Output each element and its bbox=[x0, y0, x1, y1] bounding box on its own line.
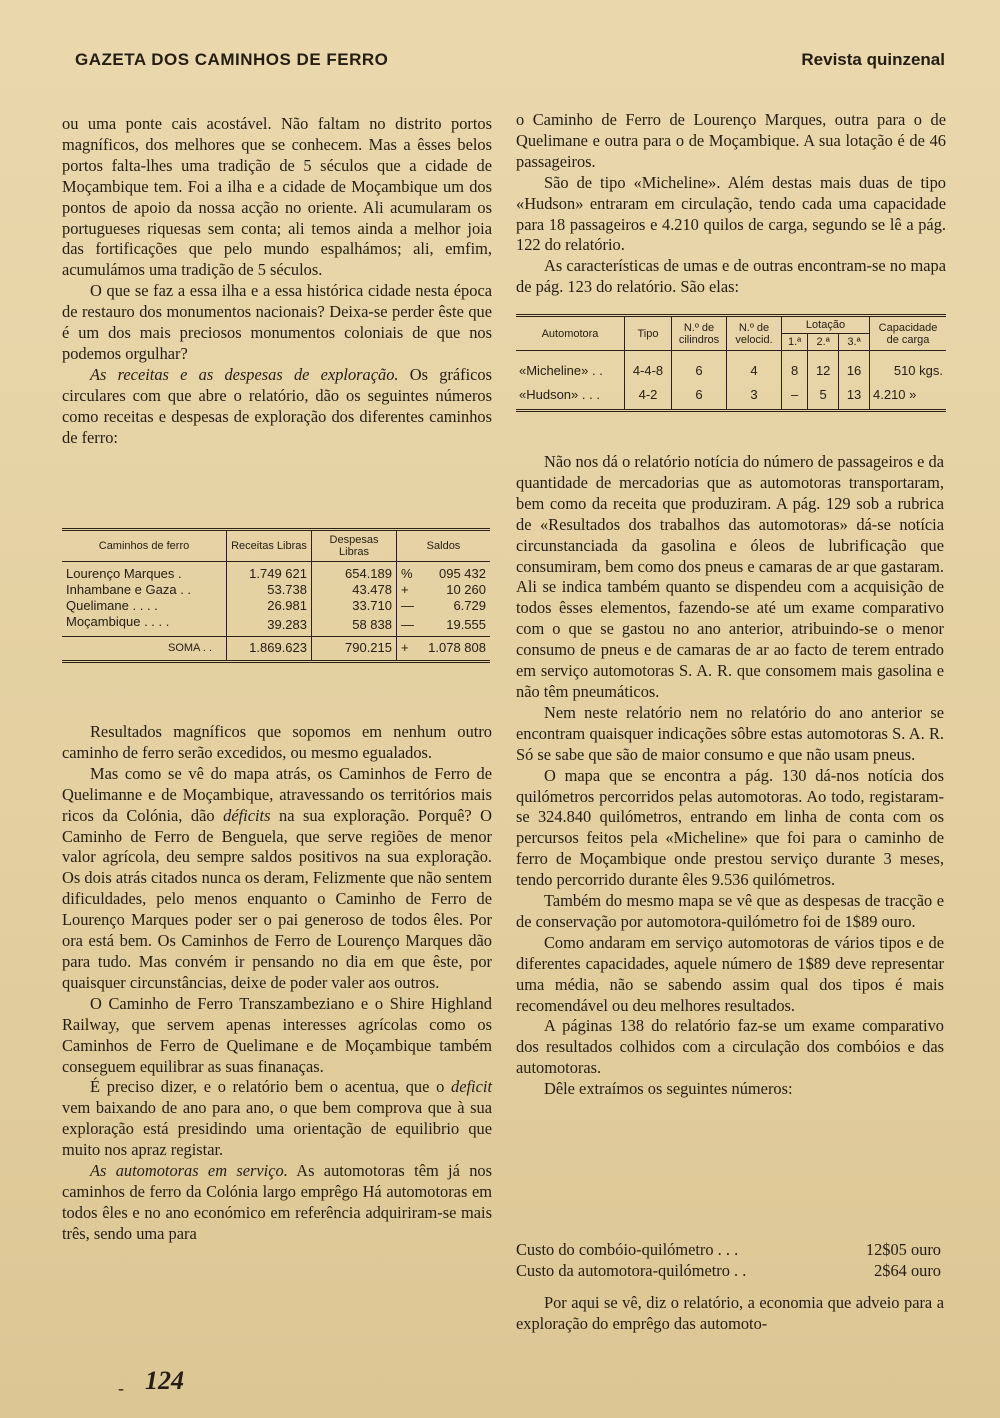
cell-railway: Lourenço Marques bbox=[66, 565, 175, 581]
table-row bbox=[62, 582, 490, 598]
cell-receitas: 1.749 621 bbox=[227, 566, 312, 582]
paragraph-text: É preciso dizer, e o relatório bem o acentua, que o bbox=[90, 1077, 452, 1097]
left-column-upper bbox=[62, 114, 492, 449]
cell-saldo-total: 1.078 808 bbox=[423, 636, 490, 661]
table-header: Capacidade de carga bbox=[870, 316, 947, 351]
paragraph: O que se faz a essa ilha e a essa histórica cidade nesta época de restauro dos monumentos nacionais? Deixa-se perder êste que é um dos mais preciosos monumentos coloniais de que nos podemos orgulhar? bbox=[62, 281, 492, 363]
cost-label: Custo do combóio-quilómetro . . . bbox=[516, 1240, 739, 1259]
paragraph: Não nos dá o relatório notícia do número de passageiros e da quantidade de mercadorias que as automotoras transportaram, bem como da receita que produziram. A pág. 129 sob a rubrica de «Resultados dos trabalhos das automotoras» dá-se notícia circunstanciada da gasolina e óleos de lubrificação que consumiram, bem como dos pneus e camaras de ar que gastaram. Ali se indica também quanto se dispendeu com a acquisição de todos êsses elementos, fazendo-se até um exame comparativo com o que se gastou no ano anterior, atribuindo-se o menor consumo de pneus e de camaras de ar ao facto de terem entrado em serviço automotoras S. A. R. que consomem mais gasolina e não têm pneumáticos. bbox=[516, 452, 944, 701]
table-total-row bbox=[62, 636, 490, 661]
cell-cilindros: 6 bbox=[672, 351, 727, 384]
paragraph: ou uma ponte cais acostável. Não faltam no distrito portos magníficos, dos melhores que se conhecem. Mas a êsses belos portos falta-lhes uma tradição de 5 séculos que a cidade de Moçambique tem. Foi a ilha e a cidade de Moçambique um dos pontos de apoio da nossa acção no oriente. Ali acumularam os portugueses riquesas sem conta; ali temos ainda a melhor joia das fortificações que pelo mundo espalhámos; ali, emfim, acumulámos uma tradição de 5 séculos. bbox=[62, 114, 492, 280]
cost-line-railcar bbox=[516, 1261, 941, 1281]
right-column-upper bbox=[516, 110, 946, 298]
cell-velocidades: 3 bbox=[727, 383, 782, 411]
cell-capacidade: 510 kgs. bbox=[870, 351, 947, 384]
paragraph bbox=[62, 365, 492, 449]
table-header: N.º de velocid. bbox=[727, 316, 782, 351]
cell-sign: — bbox=[397, 614, 424, 637]
cost-value: 12$05 ouro bbox=[865, 1240, 941, 1259]
table-header: Despesas Libras bbox=[312, 530, 397, 562]
table-header: Saldos bbox=[397, 530, 491, 562]
left-column-lower bbox=[62, 722, 492, 1245]
paragraph bbox=[62, 1161, 492, 1245]
cell-despesas: 654.189 bbox=[312, 566, 397, 582]
table-header: Receitas Libras bbox=[227, 530, 312, 562]
cell-railcar: «Hudson» . . . bbox=[516, 383, 625, 411]
paragraph: Também do mesmo mapa se vê que as despesas de tracção e de conservação por automotora-quilómetro foi de 1$89 ouro. bbox=[516, 891, 944, 931]
cell-lotacao-3: 16 bbox=[839, 351, 870, 384]
cell-tipo: 4-2 bbox=[625, 383, 672, 411]
cost-value: 2$64 ouro bbox=[874, 1261, 941, 1280]
table-header: Tipo bbox=[625, 316, 672, 351]
cell-sign: + bbox=[397, 582, 424, 598]
cost-line-train bbox=[516, 1240, 941, 1260]
paragraph: Como andaram em serviço automotoras de vários tipos e de diferentes capacidades, aquele número de 1$89 deve representar uma média, não se sabendo assim qual dos tipos é mais recomendável ou deu melhores resultados. bbox=[516, 932, 944, 1015]
right-column-footer-text bbox=[516, 1293, 944, 1335]
cell-despesas: 58 838 bbox=[312, 614, 397, 637]
paragraph: o Caminho de Ferro de Lourenço Marques, outra para o de Quelimane e outra para o de Moçambique. A sua lotação é de 46 passageiros. bbox=[516, 110, 946, 171]
paragraph-text: As automotoras têm já nos caminhos de ferro da Colónia largo emprêgo Há automotoras em todos êles e no ano económico em referência adquiriram-se mais três, sendo uma para bbox=[62, 1161, 492, 1243]
paragraph: O Caminho de Ferro Transzambeziano e o Shire Highland Railway, que servem apenas interesses agrícolas como os Caminhos de Ferro de Quelimane e de Moçambique também conseguem equilibrar as suas finanaças. bbox=[62, 993, 492, 1076]
cell-railcar: «Micheline» . . bbox=[519, 363, 603, 378]
cell-despesas: 43.478 bbox=[312, 582, 397, 598]
emphasis: deficit bbox=[451, 1077, 492, 1097]
paragraph-text: na sua exploração. Porquê? O Caminho de Ferro de Benguela, que serve regiões de menor valor agrícola, deu sempre saldos positivos na sua exploração. Os dois atrás citados nunca os deram, Felizmente que não sentem dificuldades, pelo menos enquanto o Caminho de Ferro de Lourenço Marques poder ser o pai generoso de todos êles. Por ora está bem. Os Caminhos de Ferro de Lourenço Marques dão para tudo. Mas convém ir pensando no dia em que êste, por quaisquer circunstâncias, deixe de poder valer aos outros. bbox=[62, 805, 492, 992]
cell-railway: Inhambane e Gaza bbox=[66, 581, 177, 597]
cell-leader: . . . . bbox=[144, 613, 170, 629]
paragraph-text: Os gráficos circulares com que abre o relatório, dão os seguintes números como receitas e despesas de exploração dos diferentes caminhos de ferro: bbox=[62, 364, 492, 447]
paragraph-text: Mas como se vê do mapa atrás, os Caminhos de Ferro de Quelimanne e de Moçambique, atravessando os territórios mais ricos da Colónia, dão bbox=[62, 763, 492, 825]
page-number-dash: - bbox=[118, 1378, 124, 1398]
railcar-table bbox=[516, 314, 946, 412]
table-row bbox=[62, 566, 490, 582]
page-number: 124 bbox=[145, 1366, 184, 1395]
cell-capacidade: 4.210 » bbox=[870, 383, 947, 411]
revenue-expense-table bbox=[62, 528, 490, 663]
cell-receitas: 26.981 bbox=[227, 598, 312, 614]
right-column-lower bbox=[516, 452, 944, 1100]
paragraph: A páginas 138 do relatório faz-se um exame comparativo dos resultados colhidos com a circulação dos combóios e das automotoras. bbox=[516, 1016, 944, 1078]
cell-leader: . . . . bbox=[132, 597, 158, 613]
table-header: Lotação bbox=[782, 316, 870, 334]
cell-sign: % bbox=[397, 566, 424, 582]
table-row bbox=[516, 383, 946, 411]
cell-saldo: 10 260 bbox=[446, 581, 486, 597]
publication-subtitle: Revista quinzenal bbox=[801, 50, 945, 69]
cell-receitas: 53.738 bbox=[227, 582, 312, 598]
paragraph: Resultados magníficos que sopomos em nenhum outro caminho de ferro serão excedidos, ou mesmo egualados. bbox=[62, 722, 492, 762]
cell-railway: Moçambique bbox=[66, 613, 141, 629]
emphasis: déficits bbox=[223, 805, 271, 825]
paragraph: O mapa que se encontra a pág. 130 dá-nos notícia dos quilómetros percorridos pelas automotoras. Ao todo, registaram-se 324.840 quilómetros, entrando em linha de conta com os percursos feitos pela «Micheline» que foi para o caminho de ferro de Moçambique onde prestou serviço durante 3 meses, tendo percorrido durante êles 9.536 quilómetros. bbox=[516, 765, 944, 890]
section-heading: As automotoras em serviço. bbox=[90, 1161, 288, 1181]
table-header: Automotora bbox=[516, 316, 625, 351]
table-header: 3.ª bbox=[839, 334, 870, 351]
publication-title: GAZETA DOS CAMINHOS DE FERRO bbox=[75, 50, 389, 69]
cell-lotacao-2: 12 bbox=[808, 351, 839, 384]
table-header: 1.ª bbox=[782, 334, 808, 351]
paragraph: As características de umas e de outras encontram-se no mapa de pág. 123 do relatório. São elas: bbox=[516, 256, 946, 297]
cell-despesas-total: 790.215 bbox=[312, 636, 397, 661]
paragraph: São de tipo «Micheline». Além destas mais duas de tipo «Hudson» entraram em circulação, tendo cada uma capacidade para 18 passageiros e 4.210 quilos de carga, segundo se lê a pág. 122 do relatório. bbox=[516, 172, 946, 255]
table-header: 2.ª bbox=[808, 334, 839, 351]
table-row bbox=[62, 614, 490, 637]
section-heading: As receitas e as despesas de exploração. bbox=[90, 364, 399, 384]
cell-lotacao-1: – bbox=[782, 383, 808, 411]
paragraph: Por aqui se vê, diz o relatório, a economia que adveio para a exploração do emprêgo das automoto- bbox=[516, 1293, 944, 1333]
cell-velocidades: 4 bbox=[727, 351, 782, 384]
table-row bbox=[516, 351, 946, 384]
cell-receitas: 39.283 bbox=[227, 614, 312, 637]
table-header: N.º de cilindros bbox=[672, 316, 727, 351]
cell-lotacao-3: 13 bbox=[839, 383, 870, 411]
cell-lotacao-2: 5 bbox=[808, 383, 839, 411]
cell-tipo: 4-4-8 bbox=[625, 351, 672, 384]
cell-despesas: 33.710 bbox=[312, 598, 397, 614]
paragraph-text: vem baixando de ano para ano, o que bem comprova que à sua exploração está presidindo uma orientação de equilibrio que muito nos apraz registar. bbox=[62, 1098, 492, 1160]
paragraph: Dêle extraímos os seguintes números: bbox=[544, 1079, 793, 1099]
paragraph bbox=[62, 1077, 492, 1161]
table-row bbox=[62, 598, 490, 614]
cell-lotacao-1: 8 bbox=[782, 351, 808, 384]
cell-leader: . bbox=[178, 565, 182, 581]
cell-saldo: 19.555 bbox=[446, 616, 486, 632]
table-header: Caminhos de ferro bbox=[62, 530, 227, 562]
cell-saldo: 095 432 bbox=[439, 565, 486, 581]
paragraph: Nem neste relatório nem no relatório do ano anterior se encontram quaisquer indicações sôbre estas automotoras S. A. R. Só se sabe que são de maior consumo e que não usam pneus. bbox=[516, 702, 944, 764]
cell-railway: Quelimane bbox=[66, 597, 129, 613]
cell-saldo: 6.729 bbox=[453, 597, 486, 613]
cell-leader: . . bbox=[180, 581, 192, 597]
paragraph bbox=[62, 764, 492, 994]
cell-sign: + bbox=[397, 636, 424, 661]
cell-sign: — bbox=[397, 598, 424, 614]
cell-total-label: SOMA . . bbox=[62, 636, 227, 661]
cell-cilindros: 6 bbox=[672, 383, 727, 411]
cost-label: Custo da automotora-quilómetro . . bbox=[516, 1261, 747, 1280]
cell-receitas-total: 1.869.623 bbox=[227, 636, 312, 661]
